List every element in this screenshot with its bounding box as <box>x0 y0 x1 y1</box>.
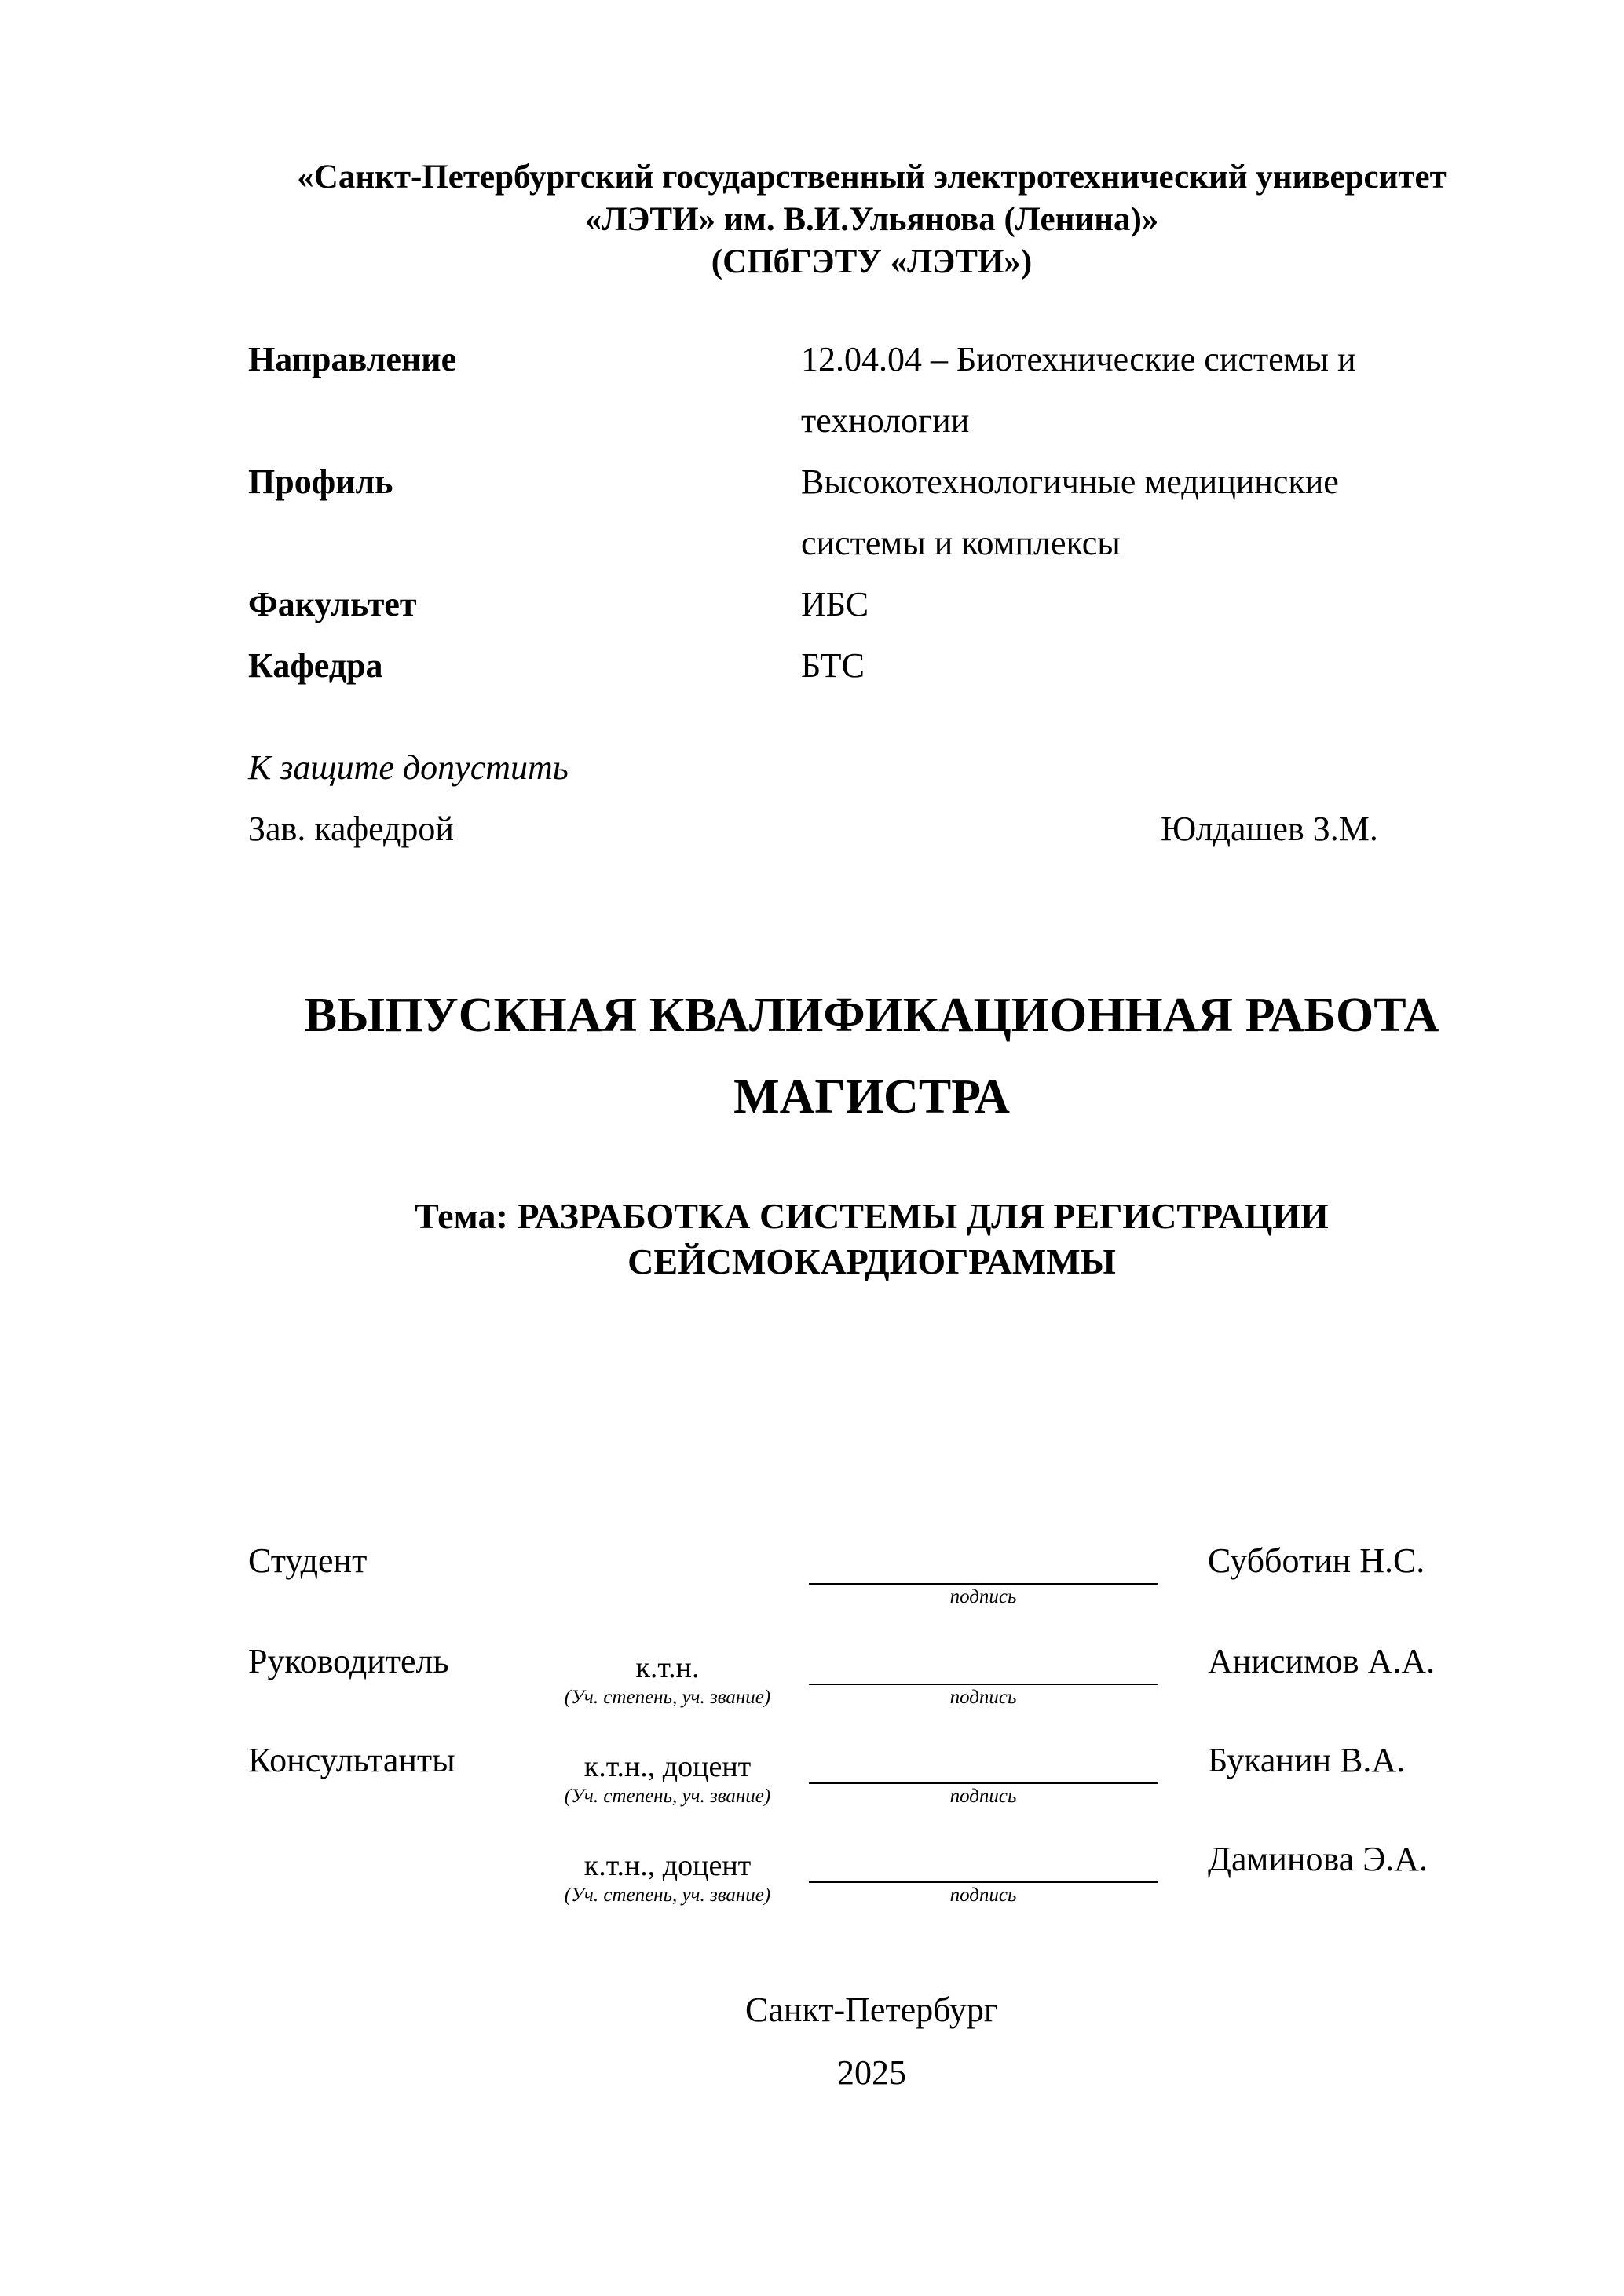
academic-degree: к.т.н., доцент <box>583 1849 752 1882</box>
signature-person-name: Буканин В.А. <box>1208 1741 1406 1779</box>
direction-value-line1: 12.04.04 – Биотехнические системы и <box>801 340 1356 378</box>
signature-line <box>809 1684 1158 1685</box>
university-name-line1: «Санкт-Петербургский государственный электротехнический университет <box>297 159 1447 196</box>
head-of-department-label: Зав. кафедрой <box>248 810 454 848</box>
signature-line <box>809 1782 1158 1784</box>
signature-line <box>809 1583 1158 1585</box>
direction-value-line2: технологии <box>801 401 970 440</box>
signature-person-name: Даминова Э.А. <box>1208 1840 1428 1878</box>
signature-person-name: Анисимов А.А. <box>1208 1642 1436 1680</box>
department-value: БТС <box>801 646 865 685</box>
city: Санкт-Петербург <box>745 1991 998 2029</box>
faculty-label: Факультет <box>248 585 417 623</box>
profile-value-line1: Высокотехнологичные медицинские <box>801 462 1339 501</box>
signature-caption: подпись <box>949 1687 1017 1708</box>
head-of-department-name: Юлдашев З.М. <box>1161 810 1378 848</box>
degree-caption: (Уч. степень, уч. звание) <box>564 1687 771 1708</box>
year: 2025 <box>837 2053 906 2092</box>
department-label: Кафедра <box>248 646 383 685</box>
admit-to-defense: К защите допустить <box>248 748 569 787</box>
degree-caption: (Уч. степень, уч. звание) <box>564 1885 771 1906</box>
signature-person-name: Субботин Н.С. <box>1208 1541 1425 1580</box>
signature-role: Консультанты <box>248 1741 455 1779</box>
theme-line1: Тема: РАЗРАБОТКА СИСТЕМЫ ДЛЯ РЕГИСТРАЦИИ <box>415 1196 1329 1236</box>
document-title-line1: ВЫПУСКНАЯ КВАЛИФИКАЦИОННАЯ РАБОТА <box>304 989 1439 1042</box>
document-title-line2: МАГИСТРА <box>733 1070 1010 1124</box>
signature-caption: подпись <box>949 1786 1017 1807</box>
theme-line2: СЕЙСМОКАРДИОГРАММЫ <box>627 1241 1116 1281</box>
degree-caption: (Уч. степень, уч. звание) <box>564 1786 771 1807</box>
profile-value-line2: системы и комплексы <box>801 524 1121 562</box>
signature-line <box>809 1881 1158 1883</box>
university-name-line2: «ЛЭТИ» им. В.И.Ульянова (Ленина)» <box>584 201 1159 238</box>
signature-role: Студент <box>248 1541 368 1580</box>
university-abbreviation: (СПбГЭТУ «ЛЭТИ») <box>711 243 1033 280</box>
signature-role: Руководитель <box>248 1642 449 1680</box>
academic-degree: к.т.н., доцент <box>583 1750 752 1783</box>
academic-degree: к.т.н. <box>635 1651 700 1684</box>
faculty-value: ИБС <box>801 585 869 623</box>
profile-label: Профиль <box>248 462 393 501</box>
signature-caption: подпись <box>949 1885 1017 1906</box>
direction-label: Направление <box>248 340 457 378</box>
signature-caption: подпись <box>949 1586 1017 1607</box>
